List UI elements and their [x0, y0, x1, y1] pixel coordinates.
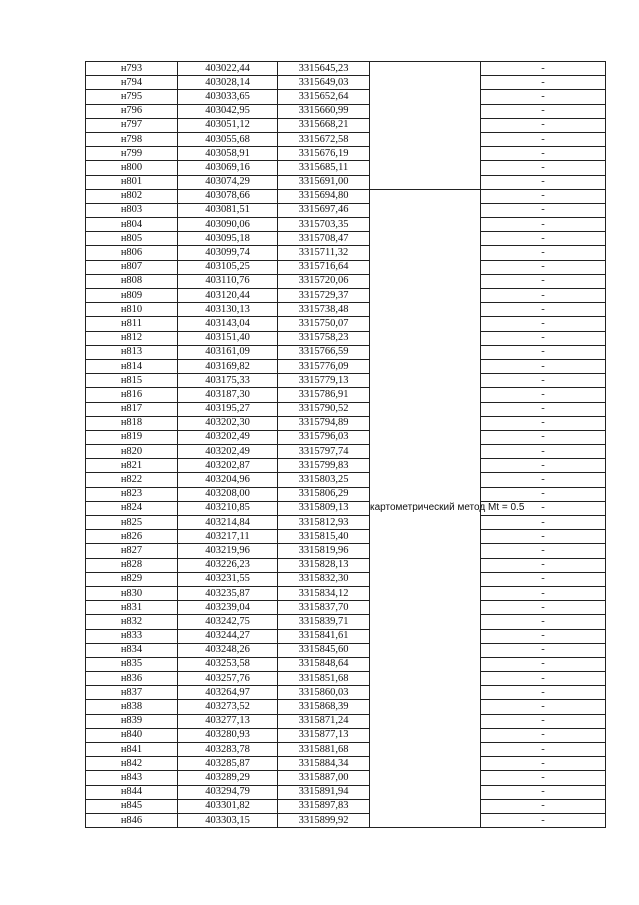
accuracy-cell: -	[481, 303, 606, 317]
table-row	[86, 516, 606, 530]
y-coordinate-cell: 3315786,91	[278, 388, 370, 402]
x-coordinate-cell: 403264,97	[178, 686, 278, 700]
y-coordinate-cell: 3315812,93	[278, 516, 370, 530]
x-coordinate-cell: 403105,25	[178, 260, 278, 274]
y-coordinate-cell: 3315877,13	[278, 728, 370, 742]
x-coordinate-cell: 403273,52	[178, 700, 278, 714]
y-coordinate-cell: 3315841,61	[278, 629, 370, 643]
table-row	[86, 530, 606, 544]
accuracy-cell: -	[481, 147, 606, 161]
y-coordinate-cell: 3315776,09	[278, 359, 370, 373]
accuracy-cell: -	[481, 544, 606, 558]
y-coordinate-cell: 3315649,03	[278, 76, 370, 90]
table-row	[86, 232, 606, 246]
point-id-cell: н840	[86, 728, 178, 742]
accuracy-cell: -	[481, 289, 606, 303]
accuracy-cell: -	[481, 317, 606, 331]
y-coordinate-cell: 3315790,52	[278, 402, 370, 416]
point-id-cell: н801	[86, 175, 178, 189]
x-coordinate-cell: 403244,27	[178, 629, 278, 643]
table-row	[86, 402, 606, 416]
method-cell-top	[370, 62, 481, 190]
y-coordinate-cell: 3315711,32	[278, 246, 370, 260]
point-id-cell: н830	[86, 586, 178, 600]
x-coordinate-cell: 403202,87	[178, 459, 278, 473]
accuracy-cell: -	[481, 260, 606, 274]
table-row	[86, 785, 606, 799]
point-id-cell: н798	[86, 132, 178, 146]
x-coordinate-cell: 403294,79	[178, 785, 278, 799]
table-row	[86, 459, 606, 473]
y-coordinate-cell: 3315871,24	[278, 714, 370, 728]
accuracy-cell: -	[481, 672, 606, 686]
table-row	[86, 62, 606, 76]
x-coordinate-cell: 403051,12	[178, 118, 278, 132]
point-id-cell: н812	[86, 331, 178, 345]
table-row	[86, 345, 606, 359]
x-coordinate-cell: 403239,04	[178, 601, 278, 615]
coordinates-table	[85, 61, 606, 828]
table-row	[86, 799, 606, 813]
accuracy-cell: -	[481, 473, 606, 487]
accuracy-cell: -	[481, 657, 606, 671]
accuracy-cell: -	[481, 601, 606, 615]
table-row	[86, 359, 606, 373]
accuracy-cell: -	[481, 558, 606, 572]
table-row	[86, 586, 606, 600]
accuracy-cell: -	[481, 743, 606, 757]
table-row	[86, 218, 606, 232]
accuracy-cell: -	[481, 203, 606, 217]
table-row	[86, 601, 606, 615]
table-row	[86, 558, 606, 572]
x-coordinate-cell: 403028,14	[178, 76, 278, 90]
y-coordinate-cell: 3315766,59	[278, 345, 370, 359]
y-coordinate-cell: 3315676,19	[278, 147, 370, 161]
x-coordinate-cell: 403022,44	[178, 62, 278, 76]
point-id-cell: н810	[86, 303, 178, 317]
accuracy-cell: -	[481, 714, 606, 728]
point-id-cell: н831	[86, 601, 178, 615]
table-row	[86, 757, 606, 771]
point-id-cell: н834	[86, 643, 178, 657]
point-id-cell: н817	[86, 402, 178, 416]
accuracy-cell: -	[481, 615, 606, 629]
point-id-cell: н841	[86, 743, 178, 757]
method-cell-main	[370, 189, 525, 827]
y-coordinate-cell: 3315851,68	[278, 672, 370, 686]
y-coordinate-cell: 3315796,03	[278, 430, 370, 444]
table-row	[86, 203, 606, 217]
table-row	[86, 501, 606, 515]
accuracy-cell: -	[481, 104, 606, 118]
y-coordinate-cell: 3315832,30	[278, 572, 370, 586]
table-row	[86, 317, 606, 331]
table-row	[86, 90, 606, 104]
x-coordinate-cell: 403095,18	[178, 232, 278, 246]
point-id-cell: н811	[86, 317, 178, 331]
accuracy-cell: -	[481, 175, 606, 189]
x-coordinate-cell: 403217,11	[178, 530, 278, 544]
y-coordinate-cell: 3315720,06	[278, 274, 370, 288]
x-coordinate-cell: 403285,87	[178, 757, 278, 771]
point-id-cell: н796	[86, 104, 178, 118]
y-coordinate-cell: 3315899,92	[278, 813, 370, 827]
table-row	[86, 643, 606, 657]
x-coordinate-cell: 403204,96	[178, 473, 278, 487]
y-coordinate-cell: 3315750,07	[278, 317, 370, 331]
point-id-cell: н793	[86, 62, 178, 76]
point-id-cell: н799	[86, 147, 178, 161]
accuracy-cell: -	[481, 132, 606, 146]
x-coordinate-cell: 403202,49	[178, 445, 278, 459]
x-coordinate-cell: 403208,00	[178, 487, 278, 501]
point-id-cell: н806	[86, 246, 178, 260]
accuracy-cell: -	[481, 218, 606, 232]
accuracy-cell: -	[481, 586, 606, 600]
x-coordinate-cell: 403253,58	[178, 657, 278, 671]
y-coordinate-cell: 3315837,70	[278, 601, 370, 615]
point-id-cell: н804	[86, 218, 178, 232]
table-row	[86, 686, 606, 700]
y-coordinate-cell: 3315839,71	[278, 615, 370, 629]
accuracy-cell: -	[481, 530, 606, 544]
table-row	[86, 388, 606, 402]
point-id-cell: н819	[86, 430, 178, 444]
accuracy-cell: -	[481, 402, 606, 416]
point-id-cell: н838	[86, 700, 178, 714]
point-id-cell: н820	[86, 445, 178, 459]
x-coordinate-cell: 403081,51	[178, 203, 278, 217]
accuracy-cell: -	[481, 629, 606, 643]
point-id-cell: н797	[86, 118, 178, 132]
y-coordinate-cell: 3315797,74	[278, 445, 370, 459]
x-coordinate-cell: 403219,96	[178, 544, 278, 558]
table-row	[86, 672, 606, 686]
method-description: картометрический метод Mt = 0.5	[370, 502, 525, 514]
y-coordinate-cell: 3315672,58	[278, 132, 370, 146]
y-coordinate-cell: 3315660,99	[278, 104, 370, 118]
point-id-cell: н828	[86, 558, 178, 572]
table-row	[86, 331, 606, 345]
table-row	[86, 487, 606, 501]
table-row	[86, 147, 606, 161]
y-coordinate-cell: 3315845,60	[278, 643, 370, 657]
x-coordinate-cell: 403214,84	[178, 516, 278, 530]
point-id-cell: н829	[86, 572, 178, 586]
table-row	[86, 303, 606, 317]
table-row	[86, 175, 606, 189]
y-coordinate-cell: 3315803,25	[278, 473, 370, 487]
table-row	[86, 445, 606, 459]
y-coordinate-cell: 3315668,21	[278, 118, 370, 132]
table-row	[86, 544, 606, 558]
accuracy-cell: -	[481, 459, 606, 473]
y-coordinate-cell: 3315652,64	[278, 90, 370, 104]
x-coordinate-cell: 403055,68	[178, 132, 278, 146]
x-coordinate-cell: 403099,74	[178, 246, 278, 260]
x-coordinate-cell: 403110,76	[178, 274, 278, 288]
point-id-cell: н808	[86, 274, 178, 288]
table-row	[86, 118, 606, 132]
table-row	[86, 289, 606, 303]
x-coordinate-cell: 403257,76	[178, 672, 278, 686]
y-coordinate-cell: 3315694,80	[278, 189, 370, 203]
x-coordinate-cell: 403090,06	[178, 218, 278, 232]
x-coordinate-cell: 403303,15	[178, 813, 278, 827]
y-coordinate-cell: 3315828,13	[278, 558, 370, 572]
x-coordinate-cell: 403130,13	[178, 303, 278, 317]
y-coordinate-cell: 3315887,00	[278, 771, 370, 785]
table-row	[86, 629, 606, 643]
point-id-cell: н818	[86, 416, 178, 430]
accuracy-cell: -	[481, 430, 606, 444]
table-row	[86, 416, 606, 430]
accuracy-cell: -	[481, 331, 606, 345]
y-coordinate-cell: 3315834,12	[278, 586, 370, 600]
point-id-cell: н822	[86, 473, 178, 487]
x-coordinate-cell: 403074,29	[178, 175, 278, 189]
table-row	[86, 572, 606, 586]
point-id-cell: н835	[86, 657, 178, 671]
y-coordinate-cell: 3315738,48	[278, 303, 370, 317]
point-id-cell: н815	[86, 374, 178, 388]
accuracy-cell: -	[481, 62, 606, 76]
accuracy-cell: -	[481, 445, 606, 459]
accuracy-cell: -	[481, 232, 606, 246]
accuracy-cell: -	[481, 416, 606, 430]
accuracy-cell: -	[481, 374, 606, 388]
x-coordinate-cell: 403235,87	[178, 586, 278, 600]
x-coordinate-cell: 403195,27	[178, 402, 278, 416]
point-id-cell: н845	[86, 799, 178, 813]
x-coordinate-cell: 403280,93	[178, 728, 278, 742]
table-row	[86, 274, 606, 288]
x-coordinate-cell: 403231,55	[178, 572, 278, 586]
point-id-cell: н802	[86, 189, 178, 203]
y-coordinate-cell: 3315891,94	[278, 785, 370, 799]
table-row	[86, 246, 606, 260]
table-row	[86, 615, 606, 629]
point-id-cell: н816	[86, 388, 178, 402]
table-row	[86, 700, 606, 714]
accuracy-cell: -	[481, 686, 606, 700]
accuracy-cell: -	[481, 90, 606, 104]
x-coordinate-cell: 403202,30	[178, 416, 278, 430]
x-coordinate-cell: 403175,33	[178, 374, 278, 388]
y-coordinate-cell: 3315815,40	[278, 530, 370, 544]
accuracy-cell: -	[481, 345, 606, 359]
y-coordinate-cell: 3315708,47	[278, 232, 370, 246]
table-row	[86, 771, 606, 785]
y-coordinate-cell: 3315806,29	[278, 487, 370, 501]
accuracy-cell: -	[481, 359, 606, 373]
point-id-cell: н842	[86, 757, 178, 771]
point-id-cell: н825	[86, 516, 178, 530]
x-coordinate-cell: 403033,65	[178, 90, 278, 104]
y-coordinate-cell: 3315881,68	[278, 743, 370, 757]
table-row	[86, 189, 606, 203]
accuracy-cell: -	[481, 246, 606, 260]
point-id-cell: н843	[86, 771, 178, 785]
accuracy-cell: -	[481, 161, 606, 175]
point-id-cell: н826	[86, 530, 178, 544]
accuracy-cell: -	[481, 118, 606, 132]
x-coordinate-cell: 403301,82	[178, 799, 278, 813]
table-row	[86, 813, 606, 827]
y-coordinate-cell: 3315809,13	[278, 501, 370, 515]
x-coordinate-cell: 403210,85	[178, 501, 278, 515]
accuracy-cell: -	[481, 757, 606, 771]
y-coordinate-cell: 3315691,00	[278, 175, 370, 189]
accuracy-cell: -	[481, 813, 606, 827]
table-row	[86, 260, 606, 274]
accuracy-cell: -	[481, 643, 606, 657]
x-coordinate-cell: 403143,04	[178, 317, 278, 331]
table-row	[86, 374, 606, 388]
point-id-cell: н821	[86, 459, 178, 473]
x-coordinate-cell: 403283,78	[178, 743, 278, 757]
y-coordinate-cell: 3315703,35	[278, 218, 370, 232]
table-row	[86, 132, 606, 146]
x-coordinate-cell: 403078,66	[178, 189, 278, 203]
point-id-cell: н814	[86, 359, 178, 373]
point-id-cell: н846	[86, 813, 178, 827]
point-id-cell: н813	[86, 345, 178, 359]
x-coordinate-cell: 403226,23	[178, 558, 278, 572]
table-row	[86, 714, 606, 728]
accuracy-cell: -	[481, 728, 606, 742]
y-coordinate-cell: 3315897,83	[278, 799, 370, 813]
x-coordinate-cell: 403277,13	[178, 714, 278, 728]
table-row	[86, 104, 606, 118]
accuracy-cell: -	[481, 771, 606, 785]
accuracy-cell: -	[481, 785, 606, 799]
point-id-cell: н807	[86, 260, 178, 274]
point-id-cell: н836	[86, 672, 178, 686]
point-id-cell: н795	[86, 90, 178, 104]
point-id-cell: н824	[86, 501, 178, 515]
y-coordinate-cell: 3315848,64	[278, 657, 370, 671]
y-coordinate-cell: 3315729,37	[278, 289, 370, 303]
point-id-cell: н794	[86, 76, 178, 90]
point-id-cell: н805	[86, 232, 178, 246]
accuracy-cell: -	[481, 388, 606, 402]
x-coordinate-cell: 403202,49	[178, 430, 278, 444]
y-coordinate-cell: 3315884,34	[278, 757, 370, 771]
x-coordinate-cell: 403242,75	[178, 615, 278, 629]
x-coordinate-cell: 403169,82	[178, 359, 278, 373]
x-coordinate-cell: 403161,09	[178, 345, 278, 359]
coordinates-table-body	[86, 62, 606, 828]
accuracy-cell: -	[481, 572, 606, 586]
x-coordinate-cell: 403248,26	[178, 643, 278, 657]
y-coordinate-cell: 3315819,96	[278, 544, 370, 558]
y-coordinate-cell: 3315860,03	[278, 686, 370, 700]
accuracy-cell: -	[481, 274, 606, 288]
point-id-cell: н832	[86, 615, 178, 629]
y-coordinate-cell: 3315685,11	[278, 161, 370, 175]
accuracy-cell: -	[481, 487, 606, 501]
accuracy-cell: -	[481, 189, 606, 203]
table-row	[86, 430, 606, 444]
y-coordinate-cell: 3315868,39	[278, 700, 370, 714]
x-coordinate-cell: 403069,16	[178, 161, 278, 175]
x-coordinate-cell: 403187,30	[178, 388, 278, 402]
point-id-cell: н823	[86, 487, 178, 501]
x-coordinate-cell: 403120,44	[178, 289, 278, 303]
table-row	[86, 657, 606, 671]
table-row	[86, 76, 606, 90]
y-coordinate-cell: 3315794,89	[278, 416, 370, 430]
accuracy-cell: -	[481, 501, 606, 515]
accuracy-cell: -	[481, 76, 606, 90]
point-id-cell: н839	[86, 714, 178, 728]
x-coordinate-cell: 403058,91	[178, 147, 278, 161]
y-coordinate-cell: 3315779,13	[278, 374, 370, 388]
y-coordinate-cell: 3315758,23	[278, 331, 370, 345]
table-row	[86, 161, 606, 175]
table-row	[86, 728, 606, 742]
point-id-cell: н844	[86, 785, 178, 799]
accuracy-cell: -	[481, 516, 606, 530]
point-id-cell: н837	[86, 686, 178, 700]
point-id-cell: н827	[86, 544, 178, 558]
point-id-cell: н800	[86, 161, 178, 175]
point-id-cell: н809	[86, 289, 178, 303]
point-id-cell: н833	[86, 629, 178, 643]
accuracy-cell: -	[481, 799, 606, 813]
y-coordinate-cell: 3315645,23	[278, 62, 370, 76]
x-coordinate-cell: 403042,95	[178, 104, 278, 118]
y-coordinate-cell: 3315799,83	[278, 459, 370, 473]
table-row	[86, 743, 606, 757]
point-id-cell: н803	[86, 203, 178, 217]
y-coordinate-cell: 3315697,46	[278, 203, 370, 217]
x-coordinate-cell: 403289,29	[178, 771, 278, 785]
table-row	[86, 473, 606, 487]
y-coordinate-cell: 3315716,64	[278, 260, 370, 274]
accuracy-cell: -	[481, 700, 606, 714]
x-coordinate-cell: 403151,40	[178, 331, 278, 345]
